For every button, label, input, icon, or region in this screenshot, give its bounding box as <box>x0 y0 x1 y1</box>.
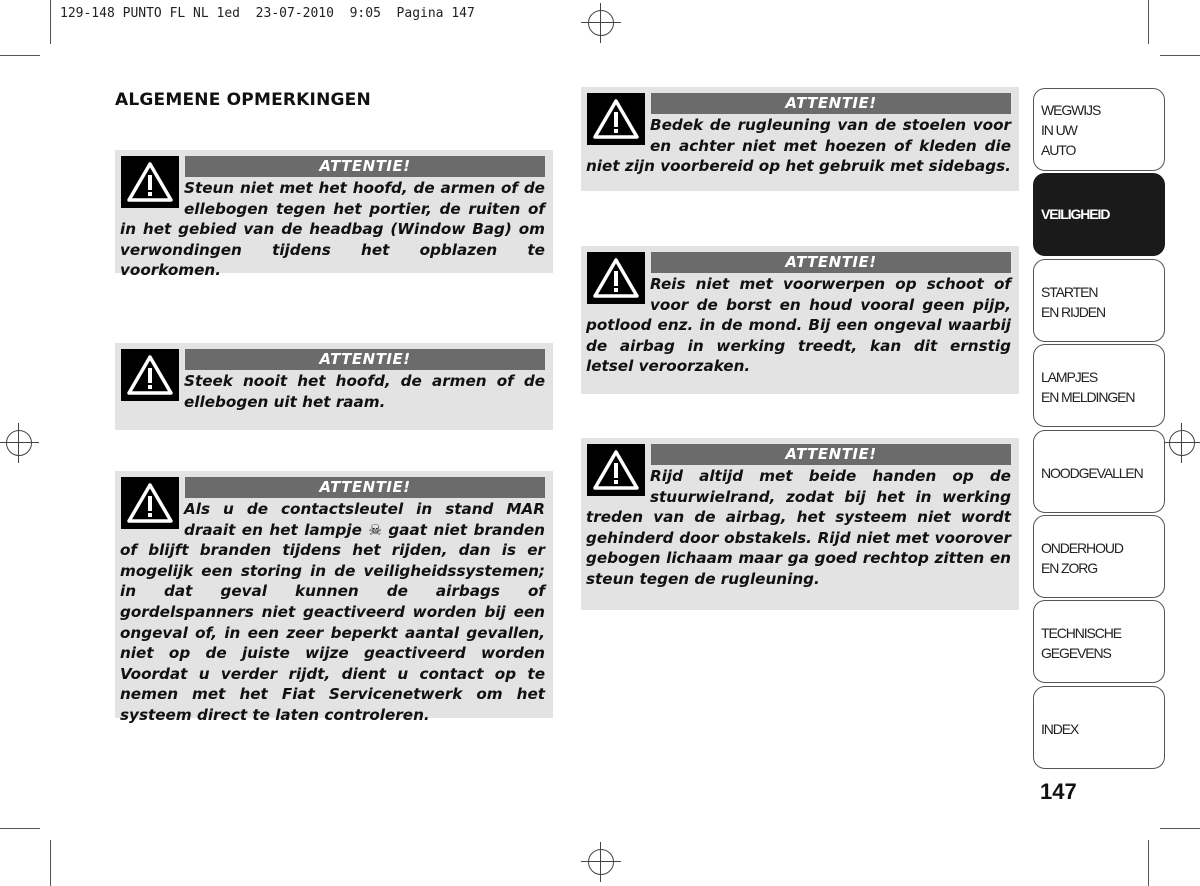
tab-veiligheid[interactable] <box>1033 173 1165 256</box>
warning-heading: ATTENTIE! <box>185 156 545 177</box>
crop-mark <box>1148 0 1149 44</box>
tab-starten[interactable] <box>1033 259 1165 342</box>
registration-mark <box>1169 430 1195 456</box>
tab-label: STARTEN EN RIJDEN <box>1041 284 1105 320</box>
warning-box <box>115 343 553 430</box>
tab-label: WEGWIJS IN UW AUTO <box>1041 102 1101 158</box>
tab-label: ONDERHOUD EN ZORG <box>1041 540 1123 576</box>
warning-box <box>115 150 553 280</box>
warning-text: Als u de contactsleutel in stand MAR draait en het lampje ☠ gaat niet branden of blijft branden tijdens het rijden, dan is er mogelijk een storing in de veiligheidssystemen; in dat geval kunnen de airbags of gordelspanners niet geactiveerd worden bij een ongeval of, in een zeer beperkt aantal gevallen, niet op de juiste wijze geactiveerd worden Voordat u verder rijdt, dient u contact op te nemen met het Fiat Servicenetwerk om het systeem direct te laten controleren. <box>120 500 545 724</box>
tab-onderhoud[interactable] <box>1033 515 1165 598</box>
crop-mark <box>50 0 51 44</box>
tab-technische[interactable] <box>1033 600 1165 683</box>
warning-text: Steun niet met het hoofd, de armen of de ellebogen tegen het portier, de ruiten of in het gebied van de headbag (Window Bag) om verwondingen tijdens het opblazen te voorkomen. <box>120 179 545 280</box>
tab-index[interactable] <box>1033 686 1165 769</box>
warning-heading: ATTENTIE! <box>651 444 1011 465</box>
crop-mark <box>1160 828 1200 829</box>
warning-box <box>581 438 1019 610</box>
tab-lampjes[interactable] <box>1033 344 1165 427</box>
warning-text: Reis niet met voorwerpen op schoot of voor de borst en houd vooral geen pijp, potlood enz. in de mond. Bij een ongeval waarbij de airbag in werking treedt, kan dit ernstig letsel veroorzaken. <box>586 275 1011 376</box>
registration-mark <box>6 430 32 456</box>
registration-mark <box>588 849 614 875</box>
warning-heading: ATTENTIE! <box>185 477 545 498</box>
registration-mark <box>588 10 614 36</box>
warning-text: Bedek de rugleuning van de stoelen voor en achter niet met hoezen of kleden die niet zijn voorbereid op het gebruik met sidebags. <box>586 116 1011 176</box>
tab-label: NOODGEVALLEN <box>1041 465 1143 481</box>
section-title: ALGEMENE OPMERKINGEN <box>115 90 371 110</box>
warning-text: Rijd altijd met beide handen op de stuurwielrand, zodat bij het in werking treden van de airbag, het systeem niet wordt gehinderd door obstakels. Rijd niet met voorover gebogen lichaam maar ga goed rechtop zitten en steun tegen de rugleuning. <box>586 467 1011 588</box>
warning-box <box>115 471 553 724</box>
tab-label: LAMPJES EN MELDINGEN <box>1041 369 1135 405</box>
print-header: 129-148 PUNTO FL NL 1ed 23-07-2010 9:05 Pagina 147 <box>60 6 475 21</box>
crop-mark <box>1160 55 1200 56</box>
warning-box <box>581 246 1019 394</box>
crop-mark <box>0 828 40 829</box>
page-number: 147 <box>1040 779 1077 804</box>
crop-mark <box>50 840 51 886</box>
tab-label: TECHNISCHE GEGEVENS <box>1041 625 1122 661</box>
tab-label: INDEX <box>1041 721 1079 737</box>
warning-heading: ATTENTIE! <box>651 93 1011 114</box>
warning-heading: ATTENTIE! <box>651 252 1011 273</box>
tab-label: VEILIGHEID <box>1041 206 1110 222</box>
warning-box <box>581 87 1019 191</box>
tab-noodgevallen[interactable] <box>1033 430 1165 513</box>
crop-mark <box>1148 840 1149 886</box>
crop-mark <box>0 55 40 56</box>
warning-heading: ATTENTIE! <box>185 349 545 370</box>
tab-wegwijs[interactable] <box>1033 88 1165 171</box>
warning-text: Steek nooit het hoofd, de armen of de ellebogen uit het raam. <box>184 372 545 411</box>
